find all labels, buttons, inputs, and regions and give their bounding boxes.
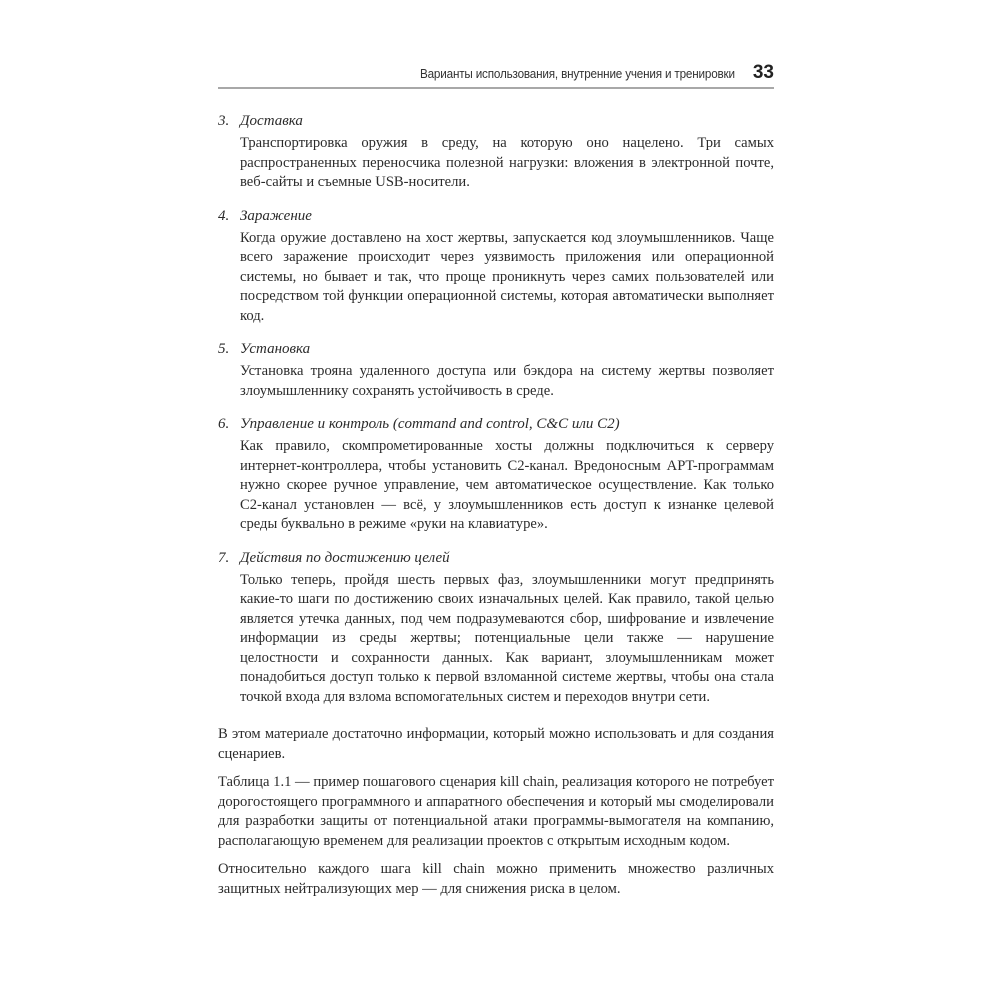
item-title: Управление и контроль (command and control, C&C или C2) [240,416,620,432]
body-paragraph: Таблица 1.1 — пример пошагового сценария kill chain, реализация которого не потребует дорогостоящего программного и аппаратного обеспечения и который мы смоделировали для разработки защиты от потенциальной атаки программы-вымогателя на компанию, располагающую временем для реализации проектов с открытым исходным кодом. [218,774,774,849]
item-body: Транспортировка оружия в среду, на которую оно нацелено. Три самых распространенных переносчика полезной нагрузки: вложения в электронной почте, веб-сайты и съемные USB-носители. [240,135,774,190]
body-paragraph: В этом материале достаточно информации, который можно использовать и для создания сценариев. [218,726,774,762]
item-body: Как правило, скомпрометированные хосты должны подключиться к серверу интернет-контроллера, чтобы установить C2-канал. Вредоносным APT-программам нужно скорее ручное управление, чем автоматическое осуществление. Как только C2-канал установлен — всё, у злоумышленников есть доступ к изнанке целевой среды буквально в режиме «руки на клавиатуре». [240,438,774,532]
item-number: 7. [218,549,230,566]
item-heading [218,547,774,569]
header-rule [218,87,774,89]
item-title: Заражение [240,207,312,224]
running-head [218,62,774,84]
item-title: Доставка [240,113,303,129]
running-head-title: Варианты использования, внутренние учения и тренировки [419,66,735,81]
body-paragraph: Относительно каждого шага kill chain можно применить множество различных защитных нейтрализующих мер — для снижения риска в целом. [218,861,774,897]
item-number: 4. [218,207,230,224]
item-title: Установка [240,341,311,357]
list-item-command-and-control [218,413,774,535]
item-number: 3. [218,113,230,129]
list-item-delivery [218,110,774,193]
item-heading [218,205,774,227]
item-heading [218,338,774,360]
item-title: Действия по достижению целей [240,549,450,566]
item-body: Только теперь, пройдя шесть первых фаз, злоумышленники могут предпринять какие-то шаги по достижению своих изначальных целей. Как правило, такой целью является утечка данных, под чем подразумеваются сбор, шифрование и извлечение информации из среды жертвы; потенциальные цели также — нарушение целостности и сохранности данных. Как вариант, злоумышленникам может понадобиться доступ только к первой взломанной системе жертвы, чтобы она стала точкой входа для взлома вспомогательных систем и переходов внутри сети. [240,571,774,705]
item-body: Когда оружие доставлено на хост жертвы, запускается код злоумышленников. Чаще всего заражение происходит через уязвимость приложения или операционной системы, но бывает и так, что проще проникнуть через самих пользователей или посредством той функции операционной системы, которая автоматически выполняет код. [240,229,774,324]
item-heading [218,110,774,132]
item-body: Установка трояна удаленного доступа или бэкдора на систему жертвы позволяет злоумышленнику сохранять устойчивость в среде. [240,363,774,399]
item-number: 6. [218,416,230,432]
item-heading [218,413,774,435]
list-item-actions-on-objectives [218,547,774,708]
list-item-installation [218,338,774,401]
list-item-infection [218,205,774,327]
page-content [218,110,774,908]
item-number: 5. [218,341,230,357]
page-number: 33 [752,62,774,83]
